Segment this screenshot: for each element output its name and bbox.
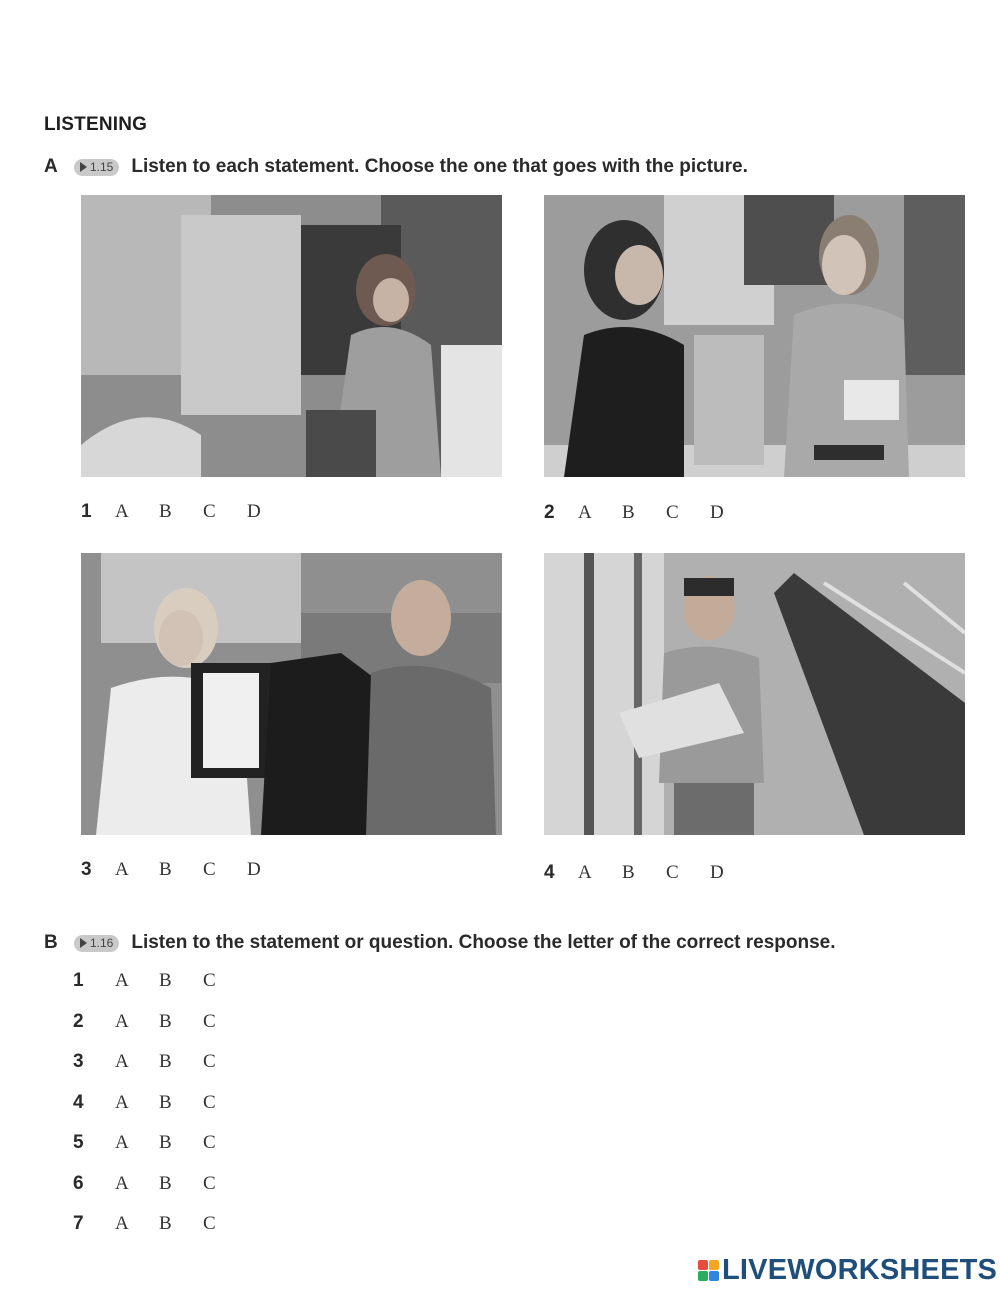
part-b-letter: B [44, 932, 58, 953]
logo-blocks-icon [698, 1260, 719, 1281]
option-c[interactable]: C [203, 859, 216, 880]
option-b[interactable]: B [159, 1092, 172, 1113]
option-a[interactable]: A [578, 862, 592, 883]
option-c[interactable]: C [666, 862, 679, 883]
option-a[interactable]: A [115, 970, 129, 991]
option-b[interactable]: B [159, 1173, 172, 1194]
item-number: 4 [73, 1092, 84, 1113]
part-b-item-6 [73, 1173, 247, 1195]
photo-3-shirt-and-suit [81, 553, 502, 835]
item-number: 6 [73, 1173, 84, 1194]
option-b[interactable]: B [622, 502, 635, 523]
audio-track-badge[interactable] [74, 159, 119, 176]
item-number: 4 [544, 862, 555, 883]
part-a-instruction: Listen to each statement. Choose the one that goes with the picture. [131, 156, 748, 177]
item-number: 2 [544, 502, 555, 523]
option-a[interactable]: A [115, 1132, 129, 1153]
part-a-item-3 [81, 859, 291, 881]
part-b-item-7 [73, 1213, 247, 1235]
section-heading: LISTENING [44, 114, 148, 135]
photo-2-checkout-counter [544, 195, 965, 477]
option-d[interactable]: D [710, 502, 724, 523]
liveworksheets-logo [698, 1254, 997, 1287]
audio-track-badge[interactable] [74, 935, 119, 952]
item-number: 5 [73, 1132, 84, 1153]
option-c[interactable]: C [203, 1092, 216, 1113]
part-a-item-1 [81, 501, 291, 523]
audio-track-number: 1.15 [90, 160, 114, 174]
play-icon [80, 162, 87, 172]
part-b-item-3 [73, 1051, 247, 1073]
photo-4-escalator [544, 553, 965, 835]
option-a[interactable]: A [115, 501, 129, 522]
item-number: 7 [73, 1213, 84, 1234]
option-b[interactable]: B [159, 1051, 172, 1072]
option-b[interactable]: B [159, 859, 172, 880]
option-a[interactable]: A [578, 502, 592, 523]
option-c[interactable]: C [203, 1011, 216, 1032]
item-number: 1 [81, 501, 92, 522]
part-b-instruction-row [44, 932, 836, 954]
audio-track-number: 1.16 [90, 936, 114, 950]
option-a[interactable]: A [115, 1092, 129, 1113]
item-number: 3 [81, 859, 92, 880]
option-c[interactable]: C [203, 1132, 216, 1153]
option-a[interactable]: A [115, 1051, 129, 1072]
play-icon [80, 938, 87, 948]
option-d[interactable]: D [710, 862, 724, 883]
option-c[interactable]: C [203, 1213, 216, 1234]
part-a-item-2 [544, 502, 754, 524]
option-b[interactable]: B [159, 1213, 172, 1234]
option-c[interactable]: C [666, 502, 679, 523]
logo-text: LIVEWORKSHEETS [722, 1254, 998, 1286]
option-d[interactable]: D [247, 859, 261, 880]
option-b[interactable]: B [159, 970, 172, 991]
option-b[interactable]: B [159, 1011, 172, 1032]
item-number: 3 [73, 1051, 84, 1072]
option-a[interactable]: A [115, 1213, 129, 1234]
part-b-item-4 [73, 1092, 247, 1114]
part-b-item-1 [73, 970, 247, 992]
option-d[interactable]: D [247, 501, 261, 522]
item-number: 1 [73, 970, 84, 991]
option-c[interactable]: C [203, 1051, 216, 1072]
part-b-item-2 [73, 1011, 247, 1033]
option-b[interactable]: B [622, 862, 635, 883]
option-a[interactable]: A [115, 1173, 129, 1194]
option-b[interactable]: B [159, 1132, 172, 1153]
option-b[interactable]: B [159, 501, 172, 522]
photo-1-clothing-rack [81, 195, 502, 477]
option-a[interactable]: A [115, 1011, 129, 1032]
option-a[interactable]: A [115, 859, 129, 880]
part-b-item-5 [73, 1132, 247, 1154]
option-c[interactable]: C [203, 1173, 216, 1194]
item-number: 2 [73, 1011, 84, 1032]
part-a-item-4 [544, 862, 754, 884]
part-a-instruction-row [44, 156, 748, 178]
option-c[interactable]: C [203, 501, 216, 522]
part-b-instruction: Listen to the statement or question. Choose the letter of the correct response. [131, 932, 836, 953]
part-a-letter: A [44, 156, 58, 177]
option-c[interactable]: C [203, 970, 216, 991]
